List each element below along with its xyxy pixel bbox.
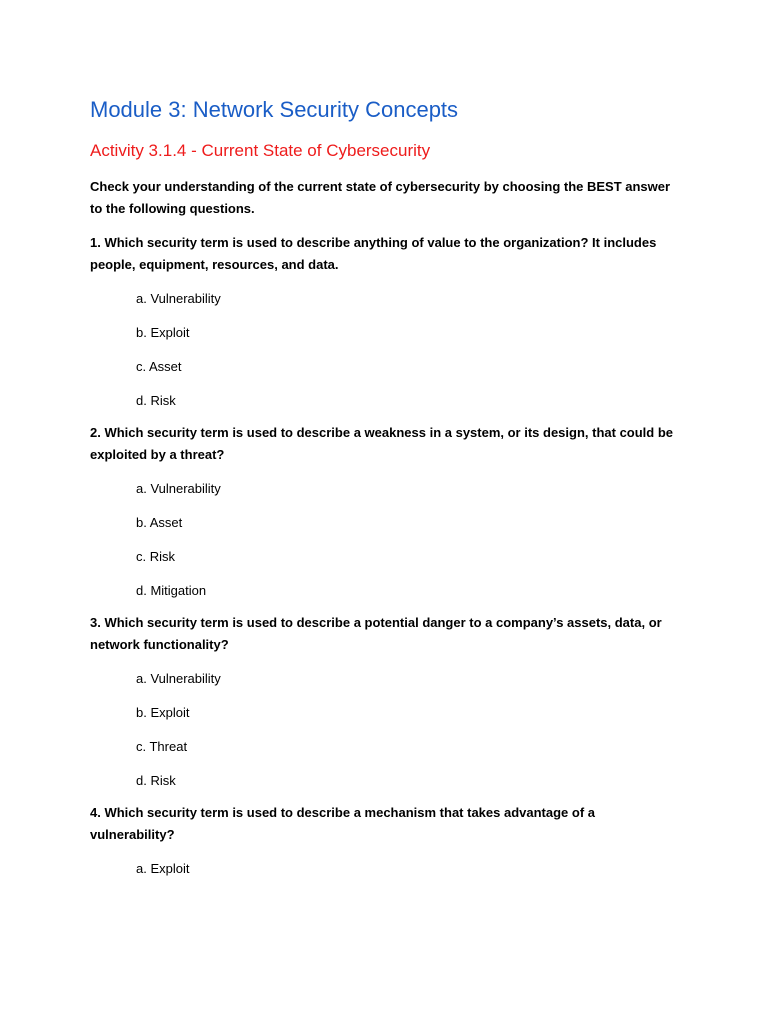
answer-options [90,290,680,410]
answer-option-a[interactable]: a. Vulnerability [136,291,221,306]
answer-options [90,860,680,878]
answer-option-a[interactable]: a. Exploit [136,861,190,876]
answer-option-b[interactable]: b. Asset [136,515,183,530]
answer-option-b[interactable]: b. Exploit [136,325,190,340]
answer-option-d[interactable]: d. Mitigation [136,583,207,598]
question-3 [90,612,680,790]
answer-option-a[interactable]: a. Vulnerability [136,481,221,496]
answer-option-a[interactable]: a. Vulnerability [136,671,221,686]
answer-option-c[interactable]: c. Threat [136,739,188,754]
activity-title: Activity 3.1.4 - Current State of Cybersecurity [90,141,431,160]
document-page [90,94,680,878]
question-text: 2. Which security term is used to describe a weakness in a system, or its design, that could be exploited by a threat? [90,425,674,462]
intro-text: Check your understanding of the current state of cybersecurity by choosing the BEST answer to the following questions. [90,179,671,216]
answer-options [90,670,680,790]
question-1 [90,232,680,410]
question-text: 3. Which security term is used to describe a potential danger to a company’s assets, data, or network functionality? [90,615,662,652]
answer-option-b[interactable]: b. Exploit [136,705,190,720]
answer-option-d[interactable]: d. Risk [136,773,176,788]
answer-options [90,480,680,600]
answer-option-d[interactable]: d. Risk [136,393,176,408]
question-text: 4. Which security term is used to describe a mechanism that takes advantage of a vulnerability? [90,805,596,842]
question-2 [90,422,680,600]
question-text: 1. Which security term is used to describe anything of value to the organization? It includes people, equipment, resources, and data. [90,235,657,272]
answer-option-c[interactable]: c. Risk [136,549,175,564]
page-title: Module 3: Network Security Concepts [90,97,459,122]
answer-option-c[interactable]: c. Asset [136,359,182,374]
question-4 [90,802,680,878]
